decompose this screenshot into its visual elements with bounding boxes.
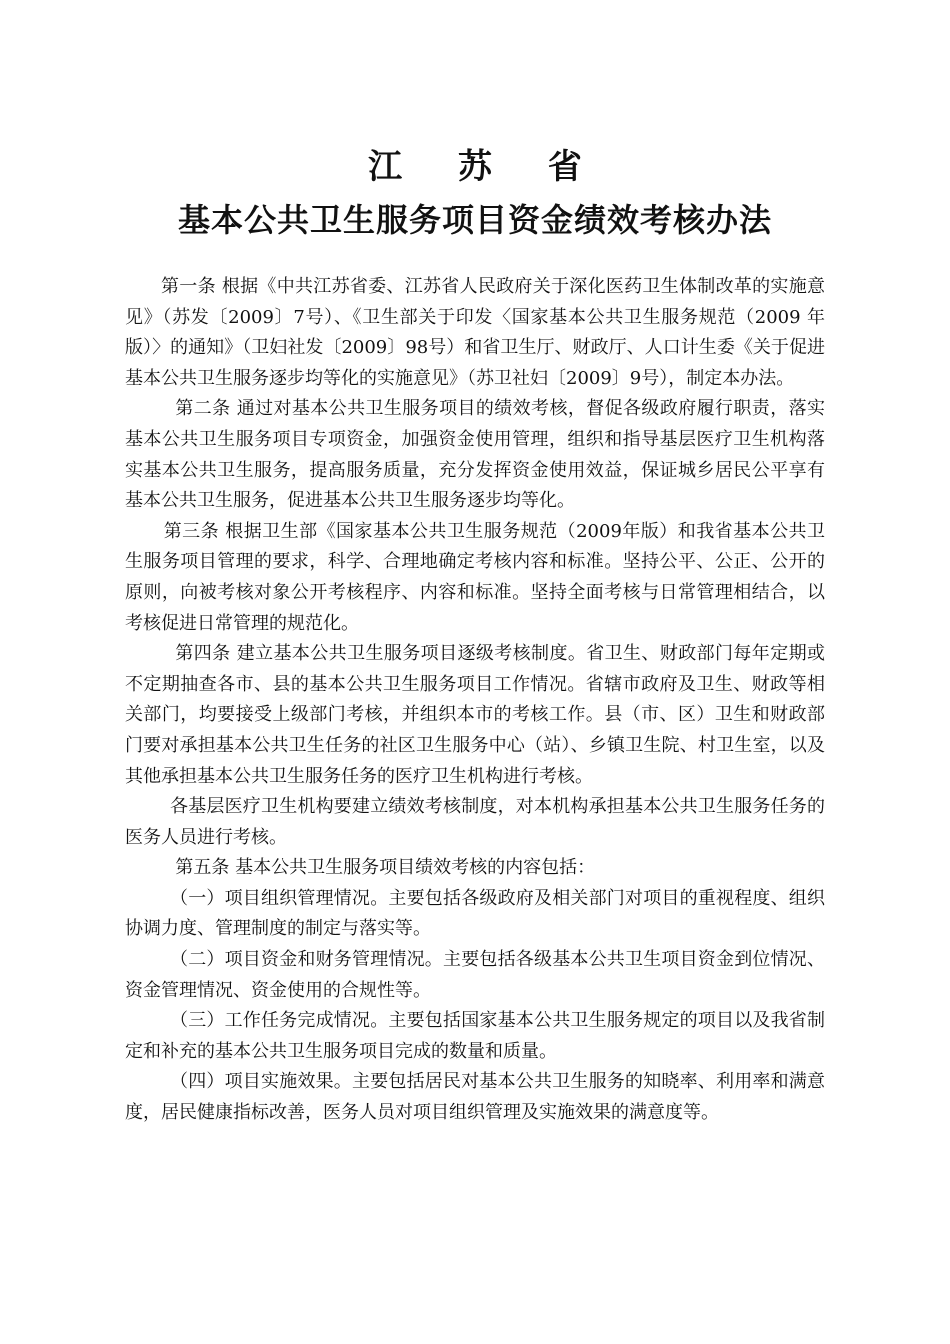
article-2: 第二条 通过对基本公共卫生服务项目的绩效考核，督促各级政府履行职责，落实基本公共卫生服务项目专项资金，加强资金使用管理，组织和指导基层医疗卫生机构落实基本公共卫生服务，提高服务质量，充分发挥资金使用效益，保证城乡居民公平享有基本公共卫生服务，促进基本公共卫生服务逐步均等化。 — [125, 398, 825, 512]
title-main: 基本公共卫生服务项目资金绩效考核办法 — [177, 201, 772, 239]
article-4: 第四条 建立基本公共卫生服务项目逐级考核制度。省卫生、财政部门每年定期或不定期抽查各市、县的基本公共卫生服务项目工作情况。省辖市政府及卫生、财政等相关部门，均要接受上级部门考核，并组织本市的考核工作。县（市、区）卫生和财政部门要对承担基本公共卫生任务的社区卫生服务中心（站）、乡镇卫生院、村卫生室，以及其他承担基本公共卫生服务任务的医疗卫生机构进行考核。 — [125, 643, 825, 787]
article-5-item-3: （三）工作任务完成情况。主要包括国家基本公共卫生服务规定的项目以及我省制定和补充的基本公共卫生服务项目完成的数量和质量。 — [125, 1010, 825, 1062]
title-province: 江 苏 省 — [368, 147, 604, 187]
document-body — [125, 272, 825, 1129]
article-5-item-4: （四）项目实施效果。主要包括居民对基本公共卫生服务的知晓率、利用率和满意度，居民健康指标改善，医务人员对项目组织管理及实施效果的满意度等。 — [125, 1071, 825, 1124]
article-1: 第一条 根据《中共江苏省委、江苏省人民政府关于深化医药卫生体制改革的实施意见》（苏发〔2009〕7号）、《卫生部关于印发〈国家基本公共卫生服务规范（2009 年版）〉的通知》（卫妇社发〔2009〕98号）和省卫生厅、财政厅、人口计生委《关于促进基本公共卫生服务逐步均等化的实施意见》（苏卫社妇〔2009〕9号），制定本办法。 — [125, 276, 825, 389]
article-4-supplement: 各基层医疗卫生机构要建立绩效考核制度，对本机构承担基本公共卫生服务任务的医务人员进行考核。 — [125, 796, 825, 848]
document-title — [0, 142, 950, 248]
article-3: 第三条 根据卫生部《国家基本公共卫生服务规范（2009年版）和我省基本公共卫生服务项目管理的要求，科学、合理地确定考核内容和标准。坚持公平、公正、公开的原则，向被考核对象公开考核程序、内容和标准。坚持全面考核与日常管理相结合，以考核促进日常管理的规范化。 — [125, 520, 825, 634]
article-5-item-2: （二）项目资金和财务管理情况。主要包括各级基本公共卫生项目资金到位情况、资金管理情况、资金使用的合规性等。 — [125, 949, 825, 1001]
article-5-item-1: （一）项目组织管理情况。主要包括各级政府及相关部门对项目的重视程度、组织协调力度、管理制度的制定与落实等。 — [125, 887, 825, 940]
article-5: 第五条 基本公共卫生服务项目绩效考核的内容包括： — [175, 857, 596, 879]
